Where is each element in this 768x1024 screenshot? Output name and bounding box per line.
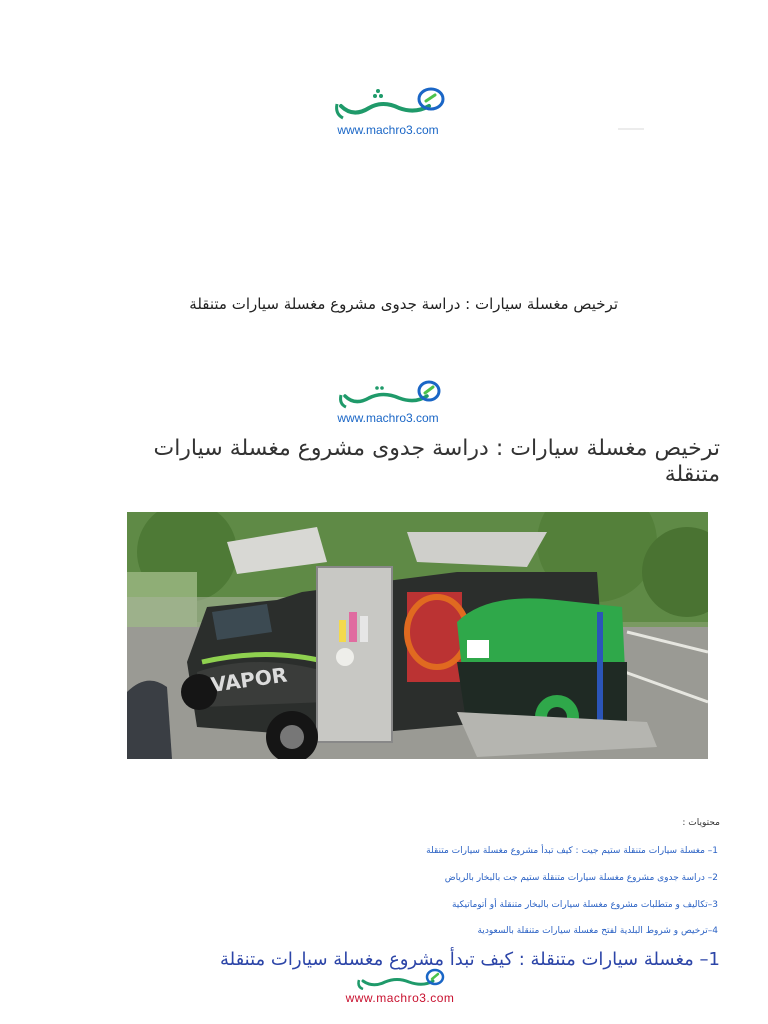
brand-url[interactable]: www.machro3.com xyxy=(345,991,455,1005)
toc-link-1[interactable]: 1– مغسلة سيارات متنقلة ستيم جيت : كيف تبدأ مشروع مغسلة سيارات متنقلة xyxy=(426,846,718,856)
page-title: ترخيص مغسلة سيارات : دراسة جدوى مشروع مغسلة سيارات متنقلة xyxy=(189,295,618,313)
brand-logo-bottom[interactable] xyxy=(330,968,470,1005)
toc-link-2[interactable]: 2– دراسة جدوى مشروع مغسلة سيارات متنقلة ستيم جت بالبخار بالرياض xyxy=(444,873,718,883)
truck-brand-text: VAPOR xyxy=(209,662,289,697)
brand-logo-mark xyxy=(345,968,455,990)
section-heading: 1– مغسلة سيارات متنقلة : كيف تبدأ مشروع مغسلة سيارات متنقلة xyxy=(219,949,720,970)
brand-url[interactable]: www.machro3.com xyxy=(337,123,439,137)
brand-logo-mark xyxy=(323,378,453,410)
article-title: ترخيص مغسلة سيارات : دراسة جدوى مشروع مغسلة سيارات متنقلة xyxy=(153,436,720,487)
brand-logo-top[interactable] xyxy=(318,84,458,137)
toc-link-3[interactable]: 3–تكاليف و متطلبات مشروع مغسلة سيارات بالبخار متنقلة أو أتوماتيكية xyxy=(451,900,718,910)
toc-heading: محتويات : xyxy=(682,818,720,828)
toc-link-4[interactable]: 4–ترخيص و شروط البلدية لفتح مغسلة سيارات متنقلة بالسعودية xyxy=(477,926,718,936)
faint-artifact xyxy=(618,128,644,130)
brand-url[interactable]: www.machro3.com xyxy=(337,411,439,425)
mobile-car-wash-photo xyxy=(127,512,708,759)
brand-logo-middle[interactable] xyxy=(318,378,458,425)
brand-logo-mark xyxy=(323,84,453,122)
